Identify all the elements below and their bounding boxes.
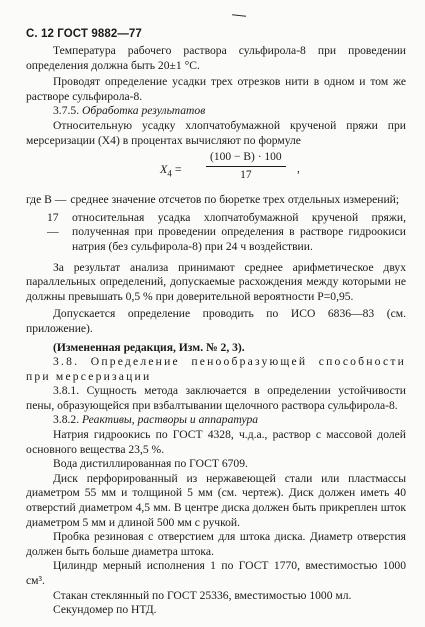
- section-number: 3.7.5.: [53, 104, 80, 118]
- definition-b: [26, 193, 406, 208]
- section-3-8-2-heading: [26, 413, 406, 428]
- formula-denominator: 17: [240, 168, 252, 181]
- definition-text: среднее значение отсчетов по бюретке трех отдельных измерений;: [70, 193, 400, 207]
- document-body: [26, 44, 406, 618]
- paragraph-stopwatch: Секундомер по НТД.: [53, 603, 157, 617]
- section-title: Реактивы, растворы и аппаратура: [82, 413, 259, 427]
- section-3-8-heading: 3.8. Определение пенообразующей способности при мерсеризации: [26, 355, 406, 383]
- definition-key: где B —: [26, 193, 67, 207]
- paragraph-cylinder: Цилиндр мерный исполнения 1 по ГОСТ 1770, вместимостью 1000 см³.: [26, 559, 406, 587]
- paragraph-temperature: Температура рабочего раствора сульфирола-8 при проведении определения должна быть 20±1 °С.: [26, 44, 406, 72]
- section-number: 3.8.2.: [53, 413, 80, 427]
- definition-text: относительная усадка хлопчатобумажной крученой пряжи, полученная при проведении определения в растворе гидроокиси натрия (без сульфирола-8) при 24 ч воздействии.: [72, 210, 406, 253]
- paragraph-3-8-1: 3.8.1. Сущность метода заключается в определении устойчивости пены, образующейся при взбалтывании щелочного раствора сульфирола-8.: [26, 384, 406, 412]
- formula-x4: [26, 150, 406, 190]
- formula-symbol: X: [160, 162, 168, 177]
- formula-fraction: [206, 150, 286, 182]
- section-title: Обработка результатов: [82, 104, 206, 118]
- paragraph-beaker: Стакан стеклянный по ГОСТ 25336, вместимостью 1000 мл.: [53, 588, 352, 602]
- formula-equals: =: [171, 162, 182, 177]
- paragraph-stopper: Пробка резиновая с отверстием для штока диска. Диаметр отверстия должен быть больше диаметра штока.: [26, 530, 406, 558]
- definition-17: [26, 211, 406, 255]
- paragraph-amendment: (Измененная редакция, Изм. № 2, 3).: [53, 340, 245, 354]
- paragraph-disc: Диск перфорированный из нержавеющей стали или пластмассы диаметром 55 мм и толщиной 5 мм (см. чертеж). Диск должен иметь 40 отверстий диаметром 4,5 мм. В центре диска должен быть прикреплен шток диаметром 5 мм и длиной 500 мм с ручкой.: [26, 471, 406, 529]
- paragraph-result: За результат анализа принимают среднее арифметическое двух параллельных определений, допускаемые расхождения между которыми не должны превышать 0,5 % при доверительной вероятности P=0,95.: [26, 260, 406, 303]
- formula-numerator: (100 − B) · 100: [206, 150, 286, 167]
- paragraph-iso: Допускается определение проводить по ИСО 6836—83 (см. приложение).: [26, 307, 406, 335]
- corner-mark: [232, 14, 246, 18]
- paragraph-water: Вода дистиллированная по ГОСТ 6709.: [53, 457, 248, 471]
- paragraph-three-threads: Проводят определение усадки трех отрезков нити в одном и том же растворе сульфирола-8.: [26, 75, 406, 103]
- formula-lhs: [160, 162, 182, 181]
- paragraph-sodium-hydroxide: Натрия гидроокись по ГОСТ 4328, ч.д.а., раствор с массовой долей основного вещества 23,5 %.: [26, 428, 406, 456]
- paragraph-formula-intro: Относительную усадку хлопчатобумажной крученой пряжи при мерсеризации (X4) в процентах вычисляют по формуле: [26, 118, 406, 147]
- page-header: С. 12 ГОСТ 9882—77: [26, 28, 142, 40]
- formula-index: 4: [167, 168, 172, 179]
- section-3-7-5-heading: [26, 104, 406, 119]
- definition-key: 17 —: [47, 210, 59, 239]
- formula-tail: ,: [297, 162, 300, 176]
